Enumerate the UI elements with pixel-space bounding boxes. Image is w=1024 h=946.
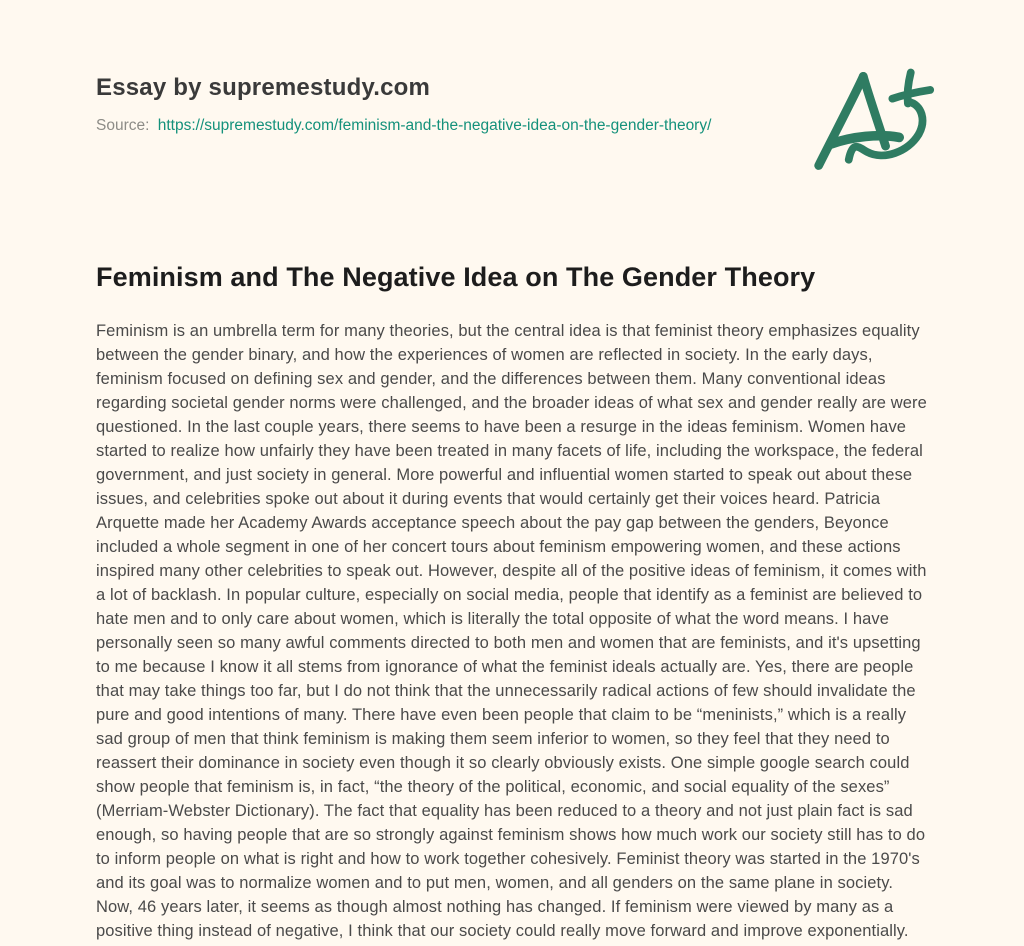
source-link[interactable]: https://supremestudy.com/feminism-and-the-negative-idea-on-the-gender-theory/ xyxy=(157,117,712,134)
essay-body-text: Feminism is an umbrella term for many theories, but the central idea is that feminist theory emphasizes equality between the gender binary, and how the experiences of women are reflected in society. In the early days, feminism focused on defining sex and gender, and the differences between them. Many conventional ideas regarding societal gender norms were challenged, and the broader ideas of what sex and gender really are were questioned. In the last couple years, there seems to have been a resurge in the ideas feminism. Women have started to realize how unfairly they have been treated in many facets of life, including the workspace, the federal government, and just society in general. More powerful and influential women started to speak out about these issues, and celebrities spoke out about it during events that would certainly get their voices heard. Patricia Arquette made her Academy Awards acceptance speech about the pay gap between the genders, Beyonce included a whole segment in one of her concert tours about feminism empowering women, and these actions inspired many other celebrities to speak out. However, despite all of the positive ideas of feminism, it comes with a lot of backlash. In popular culture, especially on social media, people that identify as a feminist are believed to hate men and to only care about women, which is literally the total opposite of what the word means. I have personally seen so many awful comments directed to both men and women that are feminists, and it's upsetting to me because I know it all stems from ignorance of what the feminist ideals actually are. Yes, there are people that may take things too far, but I do not think that the unnecessarily radical actions of few should invalidate the pure and good intentions of many. There have even been people that claim to be “meninists,” which is a really sad group of men that think feminism is making them seem inferior to women, so they feel that they need to reassert their dominance in society even though it so clearly obviously exists. One simple google search could show people that feminism is, in fact, “the theory of the political, economic, and social equality of the sexes” (Merriam-Webster Dictionary). The fact that equality has been reduced to a theory and not just plain fact is sad enough, so having people that are so strongly against feminism shows how much work our society still has to do to inform people on what is right and how to work together cohesively. Feminist theory was started in the 1970's and its goal was to normalize women and to put men, women, and all genders on the same plane in society. Now, 46 years later, it seems as though almost nothing has changed. If feminism were viewed by many as a positive thing instead of negative, I think that our society could really move forward and improve exponentially. xyxy=(96,322,927,940)
a-plus-logo-svg xyxy=(808,62,936,176)
a-plus-logo-icon xyxy=(808,62,936,176)
page-header xyxy=(96,0,928,176)
essay-title: Feminism and The Negative Idea on The Gender Theory xyxy=(96,262,816,292)
source-line xyxy=(96,117,711,135)
header-text-block xyxy=(96,60,711,135)
source-label: Source: xyxy=(96,117,150,134)
site-title: Essay by supremestudy.com xyxy=(96,74,431,101)
